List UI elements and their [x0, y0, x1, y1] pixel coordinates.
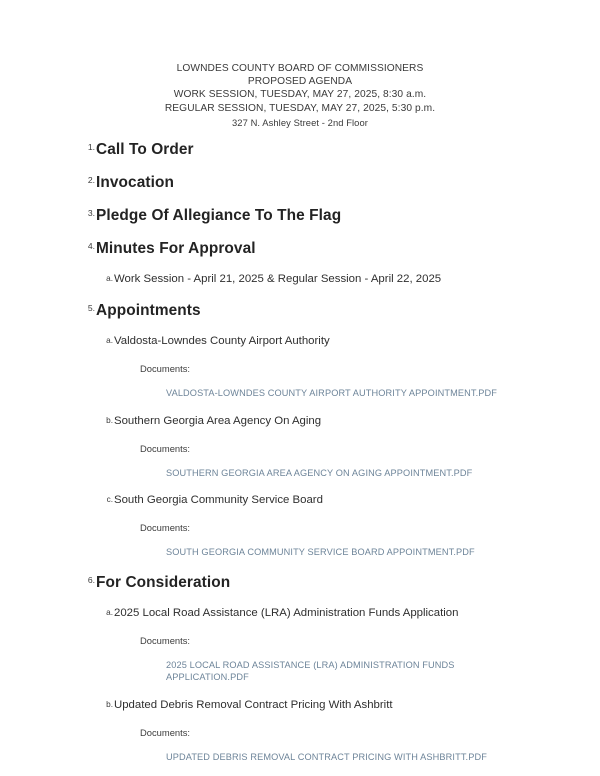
- agenda-subitem: [0, 698, 600, 713]
- agenda-subitem-letter: b.: [106, 699, 113, 709]
- documents-label: Documents:: [140, 442, 191, 454]
- agenda-item-number: 5.: [87, 303, 95, 314]
- agenda-item: [0, 301, 600, 320]
- header-line-address: 327 N. Ashley Street - 2nd Floor: [232, 116, 368, 128]
- agenda-subitem-letter: b.: [106, 415, 113, 425]
- header-line-work-session: WORK SESSION, TUESDAY, MAY 27, 2025, 8:30 a.m.: [173, 89, 427, 101]
- document-link[interactable]: SOUTHERN GEORGIA AREA AGENCY ON AGING APPOINTMENT.PDF: [166, 467, 473, 478]
- documents-label: Documents:: [140, 634, 191, 646]
- agenda-subitem-letter: a.: [106, 274, 113, 284]
- agenda-item-title: For Consideration: [96, 573, 231, 591]
- agenda-item-number: 6.: [87, 574, 95, 585]
- agenda-item-title: Appointments: [96, 302, 201, 320]
- agenda-subitem-title: Work Session - April 21, 2025 & Regular Session - April 22, 2025: [114, 273, 442, 286]
- agenda-subitem: [0, 493, 600, 508]
- document-link[interactable]: UPDATED DEBRIS REMOVAL CONTRACT PRICING WITH ASHBRITT.PDF: [166, 751, 487, 762]
- agenda-item-number: 1.: [87, 142, 95, 153]
- agenda-item-number: 4.: [87, 241, 95, 252]
- agenda-item: [0, 173, 600, 192]
- documents-label: Documents:: [140, 522, 191, 534]
- agenda-item-number: 3.: [87, 208, 95, 219]
- document-link[interactable]: SOUTH GEORGIA COMMUNITY SERVICE BOARD APPOINTMENT.PDF: [166, 547, 475, 558]
- header-line-regular-session: REGULAR SESSION, TUESDAY, MAY 27, 2025, 5:30 p.m.: [164, 102, 436, 114]
- agenda-item-number: 2.: [87, 175, 95, 186]
- document-header: [0, 0, 600, 129]
- document-link[interactable]: VALDOSTA-LOWNDES COUNTY AIRPORT AUTHORITY APPOINTMENT.PDF: [166, 388, 498, 399]
- agenda-subitem: [0, 334, 600, 349]
- agenda-item-title: Call To Order: [96, 141, 194, 159]
- agenda-item-title: Invocation: [96, 174, 174, 192]
- agenda-subitem-letter: a.: [106, 607, 113, 617]
- agenda-item-title: Pledge Of Allegiance To The Flag: [96, 207, 342, 225]
- agenda-subitem: [0, 414, 600, 429]
- agenda-item: [0, 573, 600, 592]
- agenda-item: [0, 239, 600, 258]
- header-line-org: LOWNDES COUNTY BOARD OF COMMISSIONERS: [176, 63, 424, 74]
- agenda-subitem-title: Updated Debris Removal Contract Pricing With Ashbritt: [114, 698, 393, 711]
- agenda-subitem-letter: c.: [106, 495, 113, 505]
- agenda-subitem-title: South Georgia Community Service Board: [114, 494, 323, 507]
- document-link[interactable]: 2025 LOCAL ROAD ASSISTANCE (LRA) ADMINISTRATION FUNDS APPLICATION.PDF: [166, 659, 455, 683]
- agenda-subitem-title: 2025 Local Road Assistance (LRA) Administration Funds Application: [114, 606, 459, 619]
- agenda-subitem-title: Valdosta-Lowndes County Airport Authority: [114, 335, 330, 348]
- documents-label: Documents:: [140, 363, 191, 375]
- agenda-subitem: [0, 606, 600, 621]
- agenda-item: [0, 206, 600, 225]
- header-line-agenda-type: PROPOSED AGENDA: [247, 76, 353, 88]
- agenda-subitem-letter: a.: [106, 336, 113, 346]
- agenda-subitem: [0, 272, 600, 287]
- documents-label: Documents:: [140, 726, 191, 738]
- agenda-item-title: Minutes For Approval: [96, 240, 256, 258]
- agenda-list: [0, 140, 600, 764]
- agenda-subitem-title: Southern Georgia Area Agency On Aging: [114, 414, 322, 427]
- agenda-item: [0, 140, 600, 159]
